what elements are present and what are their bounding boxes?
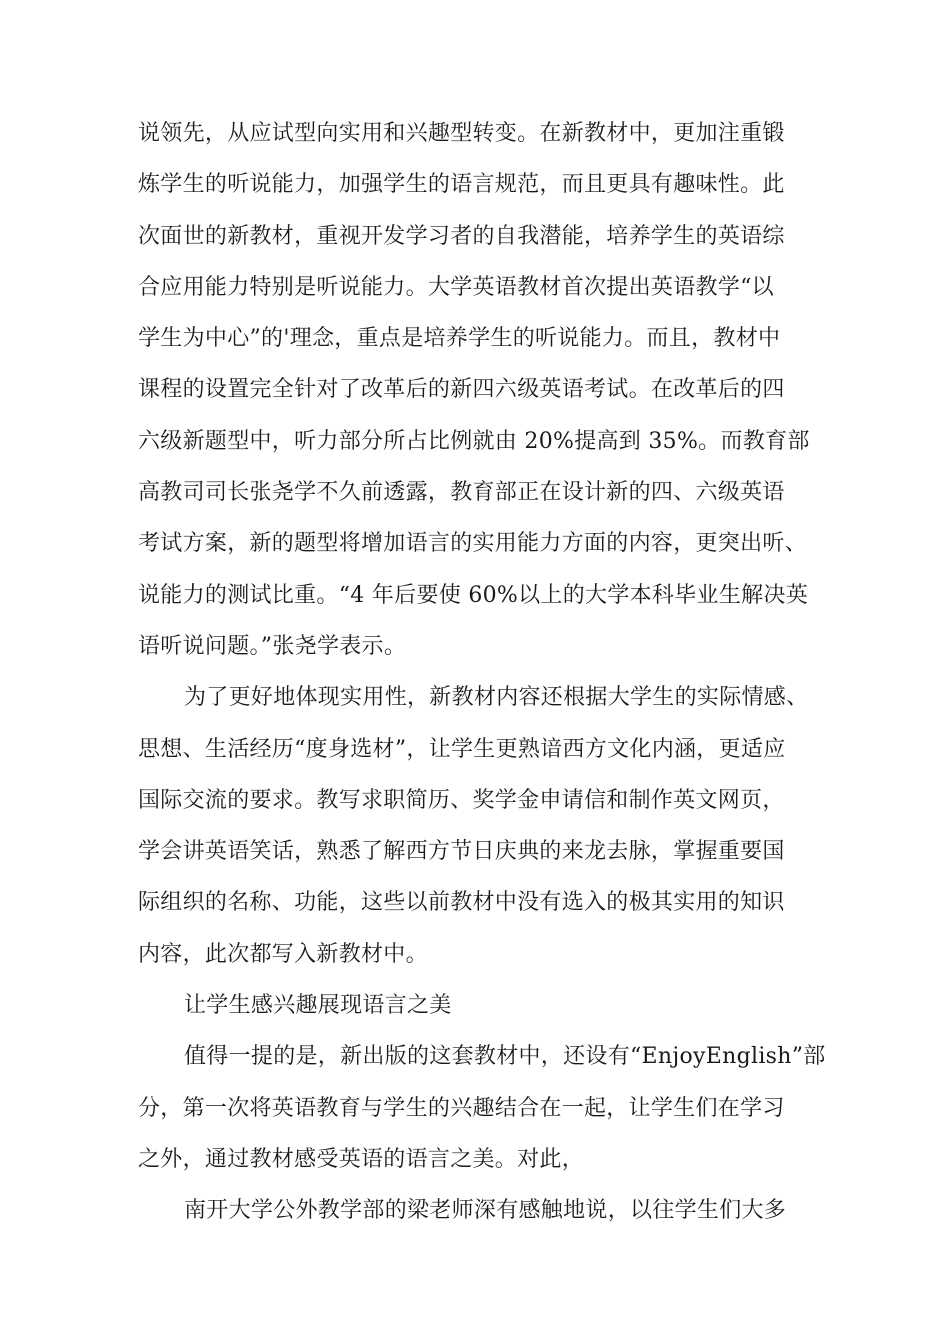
- text-line: 考试方案，新的题型将增加语言的实用能力方面的内容，更突出听、: [138, 531, 808, 557]
- text-line: 之外，通过教材感受英语的语言之美。对此，: [138, 1146, 585, 1172]
- text-line: 说能力的测试比重。“4 年后要使 60%以上的大学本科毕业生解决英: [138, 582, 809, 608]
- text-line: 学会讲英语笑话，熟悉了解西方节日庆典的来龙去脉，掌握重要国: [138, 839, 785, 865]
- text-line: 为了更好地体现实用性，新教材内容还根据大学生的实际情感、: [184, 685, 809, 711]
- text-line: 课程的设置完全针对了改革后的新四六级英语考试。在改革后的四: [138, 377, 785, 403]
- paragraph-3: [138, 1031, 838, 1185]
- text-line: 说领先，从应试型向实用和兴趣型转变。在新教材中，更加注重锻: [138, 121, 785, 146]
- text-line: 学生为中心”的'理念，重点是培养学生的听说能力。而且，教材中: [138, 326, 781, 352]
- text-line: 合应用能力特别是听说能力。大学英语教材首次提出英语教学“以: [138, 274, 774, 300]
- paragraph-4: [138, 1185, 838, 1236]
- text-line: 语听说问题。”张尧学表示。: [138, 633, 407, 659]
- section-heading-text: 让学生感兴趣展现语言之美: [184, 993, 452, 1019]
- text-line: 次面世的新教材，重视开发学习者的自我潜能，培养学生的英语综: [138, 223, 785, 249]
- text-line: 炼学生的听说能力，加强学生的语言规范，而且更具有趣味性。此: [138, 172, 785, 198]
- text-line: 分，第一次将英语教育与学生的兴趣结合在一起，让学生们在学习: [138, 1095, 785, 1121]
- section-heading: [138, 980, 838, 1031]
- text-line: 高教司司长张尧学不久前透露，教育部正在设计新的四、六级英语: [138, 480, 785, 506]
- text-line: 南开大学公外教学部的梁老师深有感触地说，以往学生们大多: [184, 1198, 787, 1224]
- paragraph-1: [138, 108, 838, 672]
- text-line: 内容，此次都写入新教材中。: [138, 941, 428, 967]
- paragraph-2: [138, 672, 838, 980]
- text-line: 际组织的名称、功能，这些以前教材中没有选入的极其实用的知识: [138, 890, 785, 916]
- text-line: 国际交流的要求。教写求职简历、奖学金申请信和制作英文网页，: [138, 787, 785, 813]
- document-body: [138, 108, 838, 1237]
- text-line: 值得一提的是，新出版的这套教材中，还设有“EnjoyEnglish”部: [184, 1044, 826, 1070]
- text-line: 六级新题型中，听力部分所占比例就由 20%提高到 35%。而教育部: [138, 428, 810, 454]
- text-line: 思想、生活经历“度身选材”，让学生更熟谙西方文化内涵，更适应: [138, 736, 786, 762]
